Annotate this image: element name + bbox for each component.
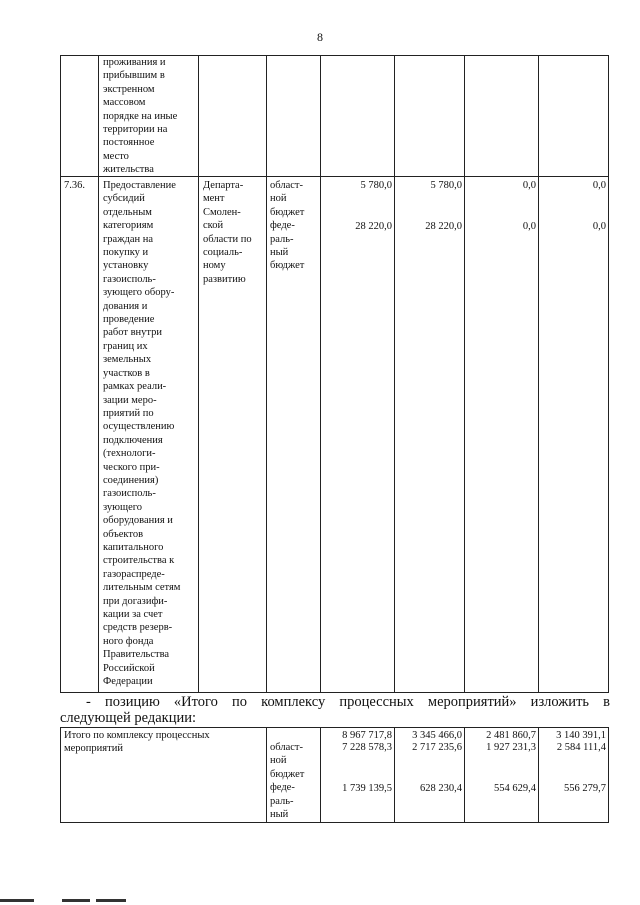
page-number: 8 [317,30,323,44]
value-cell: 0,0 [522,180,536,191]
amendment-text [60,694,610,726]
table-border [538,727,539,823]
amendment-line-2: следующей редакции: [60,710,197,726]
table-border [394,55,395,693]
value-cell: 556 279,7 [564,783,606,794]
total-label: Итого по комплексу процессных мероприятий [64,730,210,755]
measure-name: Предоставление субсидий отдельным категориям граждан на покупку и установку газоисполь- зующего обору- дования и проведение работ внутри границ их земельных участков в рамках реали- зации меро- приятий по осуществлению подключения (технологи- ческого при- соединения) газоисполь- зующего оборудования и объектов капитального строительства к газораспреде- лительным сетям при догазифи- кации за счет средств резерв- ного фонда Правительства Российской Федерации [103,180,181,688]
table-border [98,55,99,693]
value-cell: 28 220,0 [355,221,392,232]
total-value: 3 345 466,0 [412,730,462,741]
total-value: 3 140 391,1 [556,730,606,741]
table-border [464,55,465,693]
executor: Департа- мент Смолен- ской области по социаль- ному развитию [203,180,252,285]
total-value: 8 967 717,8 [342,730,392,741]
scan-artifact [0,899,34,902]
value-cell: 0,0 [592,180,606,191]
table-border [320,55,321,693]
value-cell: 28 220,0 [425,221,462,232]
table-border [198,55,199,693]
value-cell: 628 230,4 [420,783,462,794]
value-cell: 1 739 139,5 [342,783,392,794]
scan-artifact [62,899,90,902]
table-border [266,55,267,693]
table-border [538,55,539,693]
value-cell: 1 927 231,3 [486,742,536,753]
row-divider [60,727,609,728]
table-border [60,727,61,823]
row-number: 7.36. [64,180,85,191]
table-border [266,727,267,823]
row-divider [60,692,609,693]
table-border [60,55,61,693]
value-cell: 2 584 111,4 [556,742,606,753]
value-cell: 5 780,0 [430,180,462,191]
table-border [394,727,395,823]
funding-source: област- ной бюджет феде- раль- ный [270,742,305,821]
funding-source: област- ной бюджет феде- раль- ный бюджет [270,180,305,272]
value-cell: 0,0 [592,221,606,232]
table-border [608,727,609,823]
total-value: 2 481 860,7 [486,730,536,741]
table-border [608,55,609,693]
value-cell: 0,0 [522,221,536,232]
value-cell: 5 780,0 [360,180,392,191]
value-cell: 2 717 235,6 [412,742,462,753]
table-border [320,727,321,823]
value-cell: 7 228 578,3 [342,742,392,753]
table-border [464,727,465,823]
amendment-line-1: - позицию «Итого по комплексу процессных мероприятий» изложить в [86,694,610,710]
value-cell: 554 629,4 [494,783,536,794]
scan-artifact [96,899,126,902]
top-row-name: проживания и прибывшим в экстренном массовом порядке на иные территории на постоянное место жительства [103,57,178,176]
row-divider [60,822,609,823]
